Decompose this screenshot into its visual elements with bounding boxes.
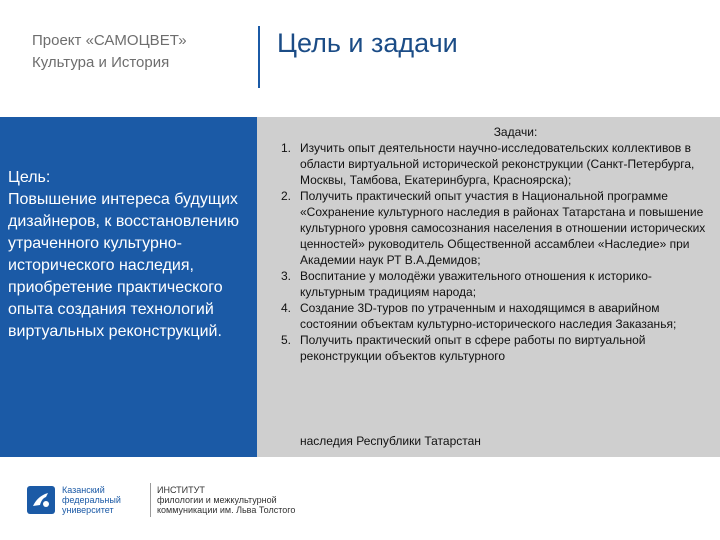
task-item — [257, 140, 720, 188]
task-item — [257, 300, 720, 332]
goal-content — [8, 167, 253, 343]
task-number: 4. — [280, 301, 291, 315]
task-number: 5. — [280, 333, 291, 347]
task-text: Получить практический опыт в сфере работы по виртуальной реконструкции объектов культурного — [300, 333, 646, 363]
project-line-1: Проект «САМОЦВЕТ» — [32, 32, 187, 49]
task-item — [257, 268, 720, 300]
tasks-heading: Задачи: — [493, 125, 538, 139]
task-text: Создание 3D-туров по утраченным и находящимся в аварийном состоянии объектам культурно-исторического наследия Заказанья; — [300, 301, 677, 331]
task-item — [257, 332, 720, 364]
goal-text: Повышение интереса будущих дизайнеров, к восстановлению утраченного культурно-исторического наследия, приобретение практического опыта создания технологий виртуальных реконструкций. — [8, 191, 239, 340]
task-item — [257, 188, 720, 268]
task-number: 3. — [280, 269, 291, 283]
institute-name-line: коммуникации им. Льва Толстого — [157, 505, 296, 515]
task-number: 2. — [280, 189, 291, 203]
university-name-line: университет — [62, 505, 114, 515]
goal-heading: Цель: — [8, 169, 51, 186]
institute-name-line: ИНСТИТУТ — [157, 485, 205, 495]
logo-separator — [150, 483, 151, 517]
task-text: Воспитание у молодёжи уважительного отношения к историко-культурным традициям народа; — [300, 269, 652, 299]
university-name-line: Казанский — [62, 485, 105, 495]
university-name-line: федеральный — [62, 495, 121, 505]
task-number: 1. — [280, 141, 291, 155]
header-divider — [258, 26, 260, 88]
university-name — [62, 485, 142, 515]
task-text: Получить практический опыт участия в Национальной программе «Сохранение культурного наследия в районах Татарстана и повышение культурного уровня самосознания населения в отношении исторических ценностей» руководитель Общественной ассамблеи «Наследие» при Академии наук РТ В.А.Демидов; — [300, 189, 706, 267]
institute-name — [157, 485, 327, 515]
tasks-panel — [257, 117, 720, 457]
kfu-logo-icon — [26, 485, 56, 515]
slide-title: Цель и задачи — [277, 28, 458, 58]
tasks-list — [257, 140, 720, 364]
task-text: Изучить опыт деятельности научно-исследовательских коллективов в области виртуальной исторической реконструкции (Санкт-Петербурга, Москвы, Тамбова, Екатеринбурга, Красноярска); — [300, 141, 695, 187]
project-name — [32, 30, 252, 74]
university-logo — [26, 483, 327, 517]
project-line-2: Культура и История — [32, 54, 170, 71]
goal-panel — [0, 117, 257, 457]
tasks-tail: наследия Республики Татарстан — [300, 434, 481, 448]
institute-name-line: филологии и межкультурной — [157, 495, 277, 505]
